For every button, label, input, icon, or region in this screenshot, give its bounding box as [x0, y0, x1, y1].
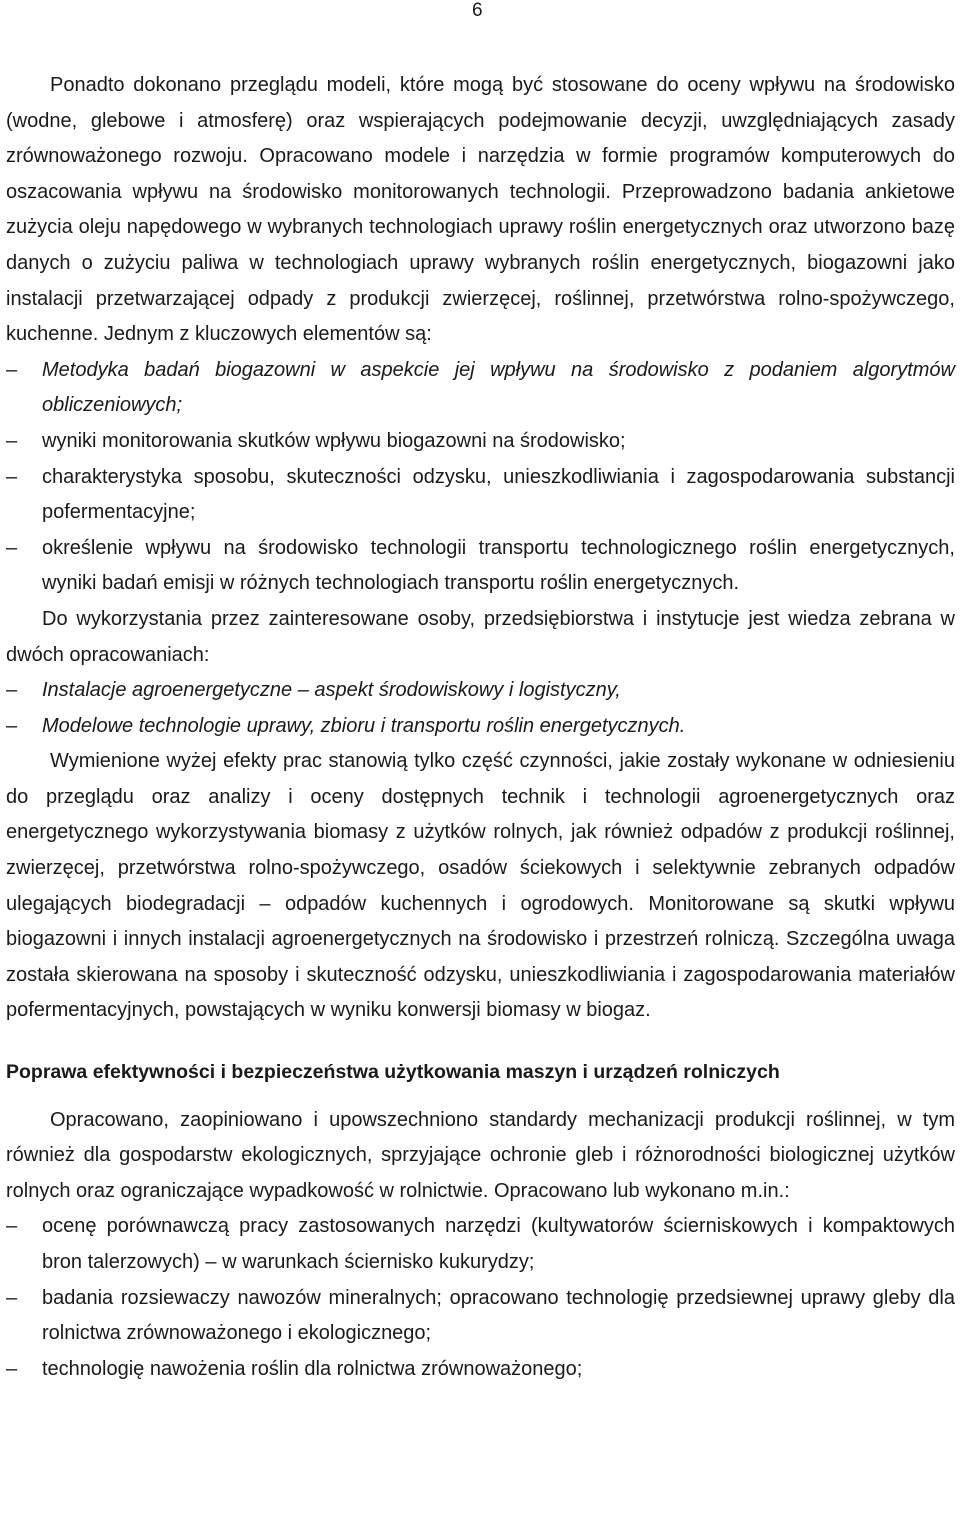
list-item [6, 353, 955, 424]
dash-bullet: – [6, 358, 18, 381]
list-item-text: badania rozsiewaczy nawozów mineralnych; opracowano technologię przedsiewnej uprawy gleby dla rolnictwa zrównoważonego i ekologicznego; [42, 1286, 955, 1345]
list-item-text: Modelowe technologie uprawy, zbioru i transportu roślin energetycznych. [42, 714, 686, 737]
document-body [6, 68, 955, 1387]
key-elements-list [6, 353, 955, 602]
dash-bullet: – [6, 465, 18, 488]
paragraph-knowledge-publications: Do wykorzystania przez zainteresowane osoby, przedsiębiorstwa i instytucje jest wiedza zebrana w dwóch opracowaniach: [6, 607, 955, 666]
dash-bullet: – [6, 1215, 18, 1238]
list-item [6, 1352, 955, 1388]
list-item-text: charakterystyka sposobu, skuteczności odzysku, unieszkodliwiania i zagospodarowania substancji pofermentacyjne; [42, 465, 955, 524]
publications-list [6, 673, 955, 744]
list-item [6, 1209, 955, 1280]
mechanization-list [6, 1209, 955, 1387]
paragraph-effects-summary: Wymienione wyżej efekty prac stanowią tylko część czynności, jakie zostały wykonane w odniesieniu do przeglądu oraz analizy i oceny dostępnych technik i technologii agroenergetycznych oraz energetycznego wykorzystywania biomasy z użytków rolnych, jak również odpadów z produkcji roślinnej, zwierzęcej, przetwórstwa rolno-spożywczego, osadów ściekowych i selektywnie zebranych odpadów ulegających biodegradacji – odpadów kuchennych i ogrodowych. Monitorowane są skutki wpływu biogazowni i innych instalacji agroenergetycznych na środowisko i przestrzeń rolniczą. Szczególna uwaga została skierowana na sposoby i skuteczność odzysku, unieszkodliwiania i zagospodarowania materiałów pofermentacyjnych, powstających w wyniku konwersji biomasy w biogaz. [6, 750, 955, 1022]
page-number: 6 [472, 0, 483, 21]
section-heading: Poprawa efektywności i bezpieczeństwa użytkowania maszyn i urządzeń rolniczych [6, 1061, 780, 1084]
list-item [6, 424, 955, 460]
dash-bullet: – [6, 429, 18, 452]
list-item-text: ocenę porównawczą pracy zastosowanych narzędzi (kultywatorów ścierniskowych i kompaktowych bron talerzowych) – w warunkach ściernisko kukurydzy; [42, 1215, 955, 1273]
list-item [6, 531, 955, 602]
dash-bullet: – [6, 679, 18, 702]
paragraph-mechanization-standards: Opracowano, zaopiniowano i upowszechniono standardy mechanizacji produkcji roślinnej, w tym również dla gospodarstw ekologicznych, sprzyjające ochronie gleb i różnorodności biologicznej użytków rolnych oraz ograniczające wypadkowość w rolnictwie. Opracowano lub wykonano m.in.: [6, 1108, 955, 1202]
list-item-text: określenie wpływu na środowisko technologii transportu technologicznego roślin energetycznych, wyniki badań emisji w różnych technologiach transportu roślin energetycznych. [42, 536, 955, 595]
list-item-text: Instalacje agroenergetyczne – aspekt środowiskowy i logistyczny, [42, 679, 621, 702]
list-item [6, 460, 955, 531]
list-item [6, 673, 955, 709]
dash-bullet: – [6, 1286, 18, 1309]
list-item [6, 709, 955, 745]
list-item-text: Metodyka badań biogazowni w aspekcie jej wpływu na środowisko z podaniem algorytmów obliczeniowych; [42, 358, 955, 417]
list-item-text: wyniki monitorowania skutków wpływu biogazowni na środowisko; [42, 429, 626, 452]
list-item-text: technologię nawożenia roślin dla rolnictwa zrównoważonego; [42, 1357, 583, 1380]
list-item [6, 1281, 955, 1352]
dash-bullet: – [6, 536, 18, 559]
dash-bullet: – [6, 714, 18, 737]
dash-bullet: – [6, 1357, 18, 1380]
paragraph-models-review: Ponadto dokonano przeglądu modeli, które mogą być stosowane do oceny wpływu na środowisko (wodne, glebowe i atmosferę) oraz wspierających podejmowanie decyzji, uwzględniających zasady zrównoważonego rozwoju. Opracowano modele i narzędzia w formie programów komputerowych do oszacowania wpływu na środowisko monitorowanych technologii. Przeprowadzono badania ankietowe zużycia oleju napędowego w wybranych technologiach uprawy roślin energetycznych oraz utworzono bazę danych o zużyciu paliwa w technologiach uprawy wybranych roślin energetycznych, biogazowni jako instalacji przetwarzającej odpady z produkcji zwierzęcej, roślinnej, przetwórstwa rolno-spożywczego, kuchenne. Jednym z kluczowych elementów są: [6, 74, 955, 346]
